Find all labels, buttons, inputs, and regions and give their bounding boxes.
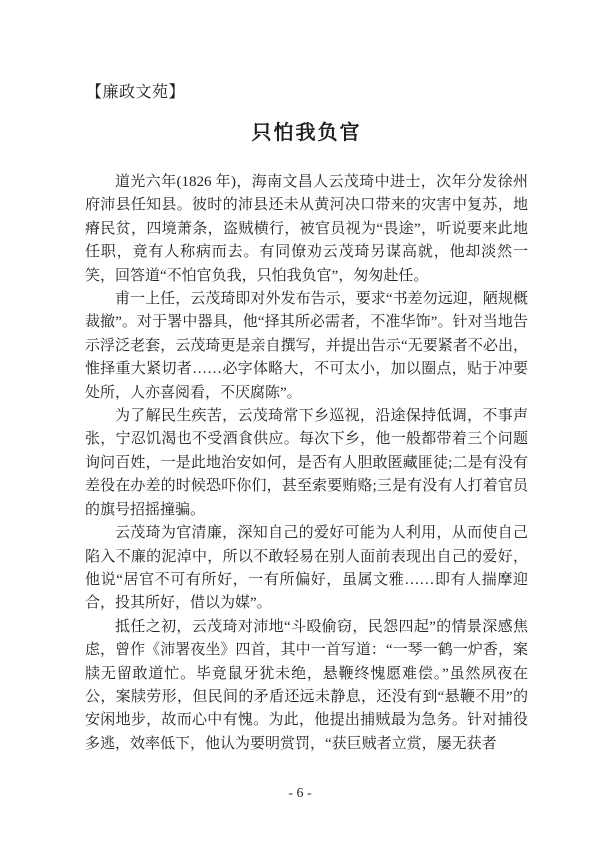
page-number: - 6 - (288, 786, 312, 801)
paragraph: 甫一上任，云茂琦即对外发布告示，要求“书差勿远迎，陋规概裁撤”。对于署中器具，他“择其所必需者，不准华饰”。针对当地告示浮泛老套，云茂琦更是亲自撰写，并提出告示“无要紧者不必出，惟择重大紧切者……必字体略大，不可太小，加以圈点，贴于冲要处所，人亦喜阅看，不厌腐陈”。 (85, 291, 528, 401)
paragraph: 为了解民生疾苦，云茂琦常下乡巡视，沿途保持低调，不事声张，宁忍饥渴也不受酒食供应。每次下乡，他一般都带着三个问题询问百姓，一是此地治安如何，是否有人胆敢匿藏匪徒;二是有没有差役在办差的时候恐吓你们，甚至索要贿赂;三是有没有人打着官员的旗号招摇撞骗。 (85, 408, 528, 518)
section-tag: 【廉政文苑】 (86, 84, 186, 101)
article-title: 只怕我负官 (251, 122, 362, 144)
page-footer (0, 786, 600, 802)
article-body (85, 171, 528, 756)
paragraph: 云茂琦为官清廉，深知自己的爱好可能为人利用，从而使自己陷入不廉的泥淖中，所以不敢轻易在别人面前表现出自己的爱好，他说“居官不可有所好，一有所偏好，虽属文雅……即有人揣摩迎合，投其所好，借以为媒”。 (85, 525, 528, 612)
paragraph: 抵任之初，云茂琦对沛地“斗殴偷窃，民怨四起”的情景深感焦虑，曾作《沛署夜坐》四首，其中一首写道：“一琴一鹤一炉香，案牍无留敢道忙。毕竟鼠牙犹未绝，悬鞭终愧愿难偿。”虽然夙夜在公，案牍劳形，但民间的矛盾还远未静息，还没有到“悬鞭不用”的安闲地步，故而心中有愧。为此，他提出捕贼最为急务。针对捕役多逃，效率低下，他认为要明赏罚，“获巨贼者立赏，屡无获者 (85, 618, 528, 752)
paragraph: 道光六年(1826 年)，海南文昌人云茂琦中进士，次年分发徐州府沛县任知县。彼时的沛县还未从黄河决口带来的灾害中复苏，地瘠民贫，四境萧条，盗贼横行，被官员视为“畏途”，听说要来此地任职，竟有人称病而去。有同僚劝云茂琦另谋高就，他却淡然一笑，回答道“不怕官负我，只怕我负官”，匆匆赴任。 (85, 174, 528, 284)
